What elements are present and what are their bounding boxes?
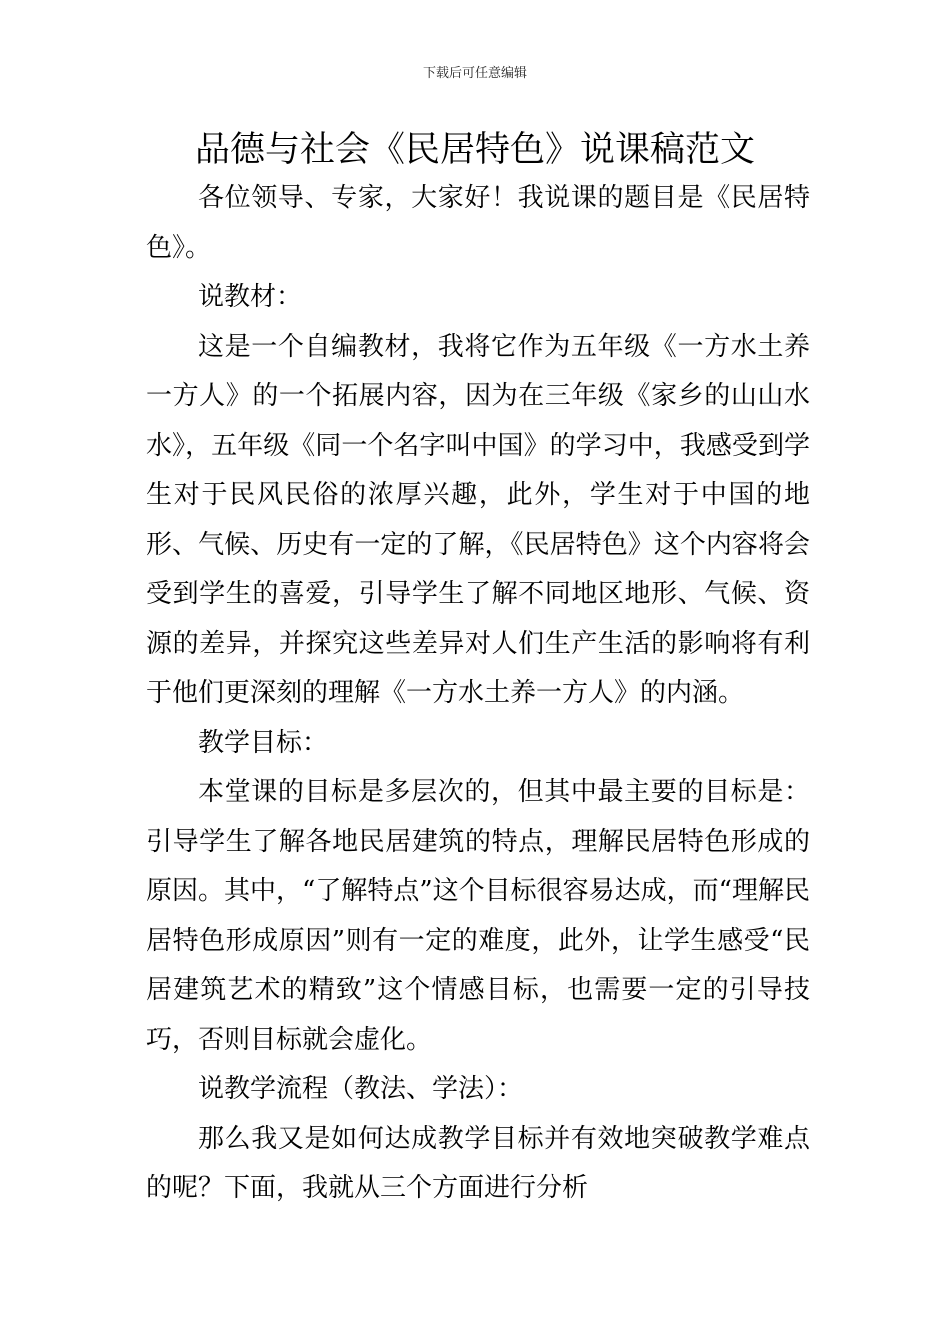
paragraph-greeting: 各位领导、专家，大家好！我说课的题目是《民居特色》。 [146,183,810,263]
paragraph-goals: 本堂课的目标是多层次的，但其中最主要的目标是：引导学生了解各地民居建筑的特点，理解民居特色形成的原因。其中，“了解特点”这个目标很容易达成，而“理解民居特色形成原因”则有一定的难度，此外，让学生感受“民居建筑艺术的精致”这个情感目标，也需要一定的引导技巧，否则目标就会虚化。 [146,777,810,1055]
document-title: 品德与社会《民居特色》说课稿范文 [194,130,755,170]
paragraph-heading-goals: 教学目标： [198,727,329,758]
paragraph-textbook: 这是一个自编教材，我将它作为五年级《一方水土养一方人》的一个拓展内容，因为在三年级《家乡的山山水水》，五年级《同一个名字叫中国》的学习中，我感受到学生对于民风民俗的浓厚兴趣，此外，学生对于中国的地形、气候、历史有一定的了解，《民居特色》这个内容将会受到学生的喜爱，引导学生了解不同地区地形、气候、资源的差异，并探究这些差异对人们生产生活的影响将有利于他们更深刻的理解《一方水土养一方人》的内涵。 [146,331,810,708]
document-body [146,174,810,1214]
paragraph-process: 那么我又是如何达成教学目标并有效地突破教学难点的呢？下面，我就从三个方面进行分析 [146,1123,810,1203]
paragraph-heading-process: 说教学流程（教法、学法）： [198,1074,524,1104]
header-note: 下载后可任意编辑 [422,66,527,81]
paragraph-heading-textbook: 说教材： [198,282,303,312]
